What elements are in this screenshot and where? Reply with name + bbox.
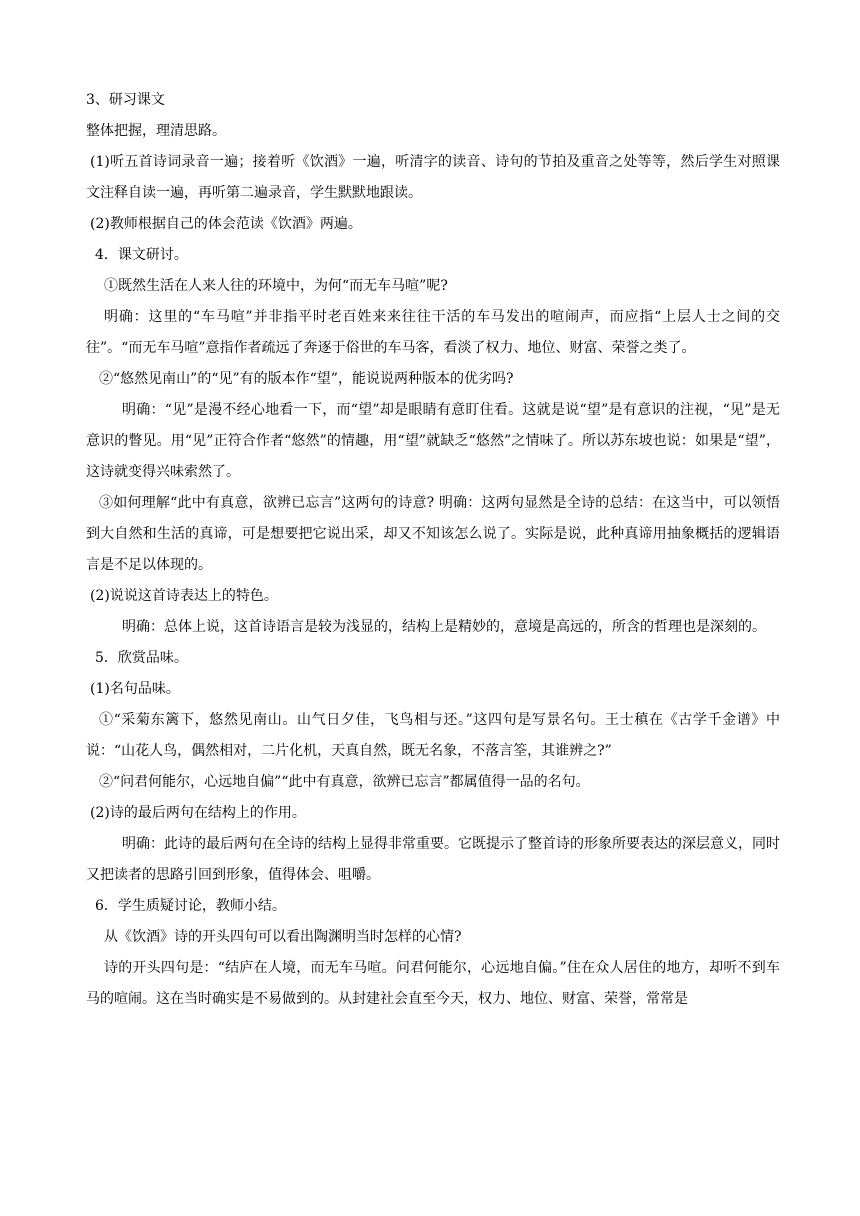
paragraph-expression-features: (2)说说这首诗表达上的特色。 [90, 588, 278, 604]
answer-2: 明确：“见”是漫不经心地看一下，而“望”却是眼睛有意盯住看。这就是说“望”是有意识的注视，“见”是无意识的瞥见。用“见”正符合作者“悠然”的情趣，用“望”就缺乏“悠然”之情味了。所以苏东坡也说：如果是“望”，这诗就变得兴味索然了。 [86, 402, 780, 480]
question-opening-lines: 从《饮酒》诗的开头四句可以看出陶渊明当时怎样的心情? [104, 929, 462, 945]
paragraph-famous-lines: (1)名句品味。 [90, 681, 180, 697]
paragraph-last-two-lines: (2)诗的最后两句在结构上的作用。 [90, 805, 306, 821]
answer-opening-lines: 诗的开头四句是：“结庐在人境，而无车马喧。问君何能尔，心远地自偏。”住在众人居住的地方，却听不到车马的喧闹。这在当时确实是不易做到的。从封建社会直至今天，权力、地位、财富、荣誉，常常是 [86, 960, 780, 1007]
paragraph-step-2-teacher-reading: (2)教师根据自己的体会范读《饮酒》两遍。 [90, 216, 362, 232]
paragraph-overall-grasp: 整体把握，理清思路。 [86, 123, 226, 139]
section-heading-study-text: 3、研习课文 [86, 92, 165, 108]
question-answer-3: ③如何理解“此中有真意，欲辨已忘言”这两句的诗意? 明确：这两句显然是全诗的总结：在这当中，可以领悟到大自然和生活的真谛，可是想要把它说出采，却又不知该怎么说了。实际是说，此种真谛用抽象概括的逻辑语言是不足以体现的。 [86, 495, 780, 573]
document-body [86, 85, 780, 1015]
question-1: ①既然生活在人来人往的环境中，为何“而无车马喧”呢? [104, 278, 448, 294]
answer-last-two-lines: 明确：此诗的最后两句在全诗的结构上显得非常重要。它既提示了整首诗的形象所要表达的深层意义，同时又把读者的思路引回到形象，值得体会、咀嚼。 [86, 836, 780, 883]
section-heading-appreciation: 5．欣赏品味。 [95, 650, 188, 666]
answer-expression-features: 明确：总体上说，这首诗语言是较为浅显的，结构上是精妙的，意境是高远的，所含的哲理也是深刻的。 [122, 619, 766, 635]
section-heading-text-discussion: 4．课文研讨。 [95, 247, 188, 263]
answer-1: 明确：这里的“车马喧”并非指平时老百姓来来往往干活的车马发出的喧闹声，而应指“上层人士之间的交往”。“而无车马喧”意指作者疏远了奔逐于俗世的车马客，看淡了权力、地位、财富、荣誉之类了。 [86, 309, 780, 356]
famous-lines-2: ②“问君何能尔，心远地自偏”“此中有真意，欲辨已忘言”都属值得一品的名句。 [99, 774, 590, 790]
paragraph-step-1-listen: (1)听五首诗词录音一遍；接着听《饮酒》一遍，听清字的读音、诗句的节拍及重音之处等等，然后学生对照课文注释自读一遍，再听第二遍录音，学生默默地跟读。 [86, 154, 780, 201]
section-heading-discussion-summary: 6．学生质疑讨论，教师小结。 [95, 898, 286, 914]
famous-lines-1: ①“采菊东篱下，悠然见南山。山气日夕佳，飞鸟相与还。”这四句是写景名句。王士稹在《古学千金谱》中说：“山花人鸟，偶然相对，二片化机，天真自然，既无名象，不落言筌，其谁辨之?” [86, 712, 780, 759]
question-2: ②“悠然见南山”的“见”有的版本作“望”，能说说两种版本的优劣吗? [99, 371, 514, 387]
